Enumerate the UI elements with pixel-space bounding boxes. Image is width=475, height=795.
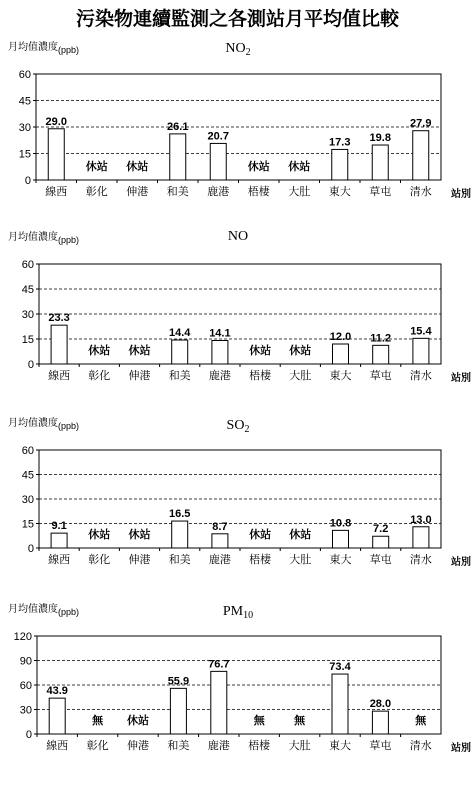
category-label: 和美 — [167, 739, 190, 752]
xlabel: 站別 — [451, 557, 471, 568]
data-label: 9.1 — [51, 520, 67, 533]
status-label: 休站 — [128, 344, 151, 357]
chart-so2 — [0, 412, 475, 602]
bar — [332, 149, 348, 180]
category-label: 清水 — [409, 739, 432, 752]
category-label: 清水 — [409, 553, 432, 566]
chart-title-subscript: 2 — [244, 424, 250, 435]
data-label: 28.0 — [369, 698, 392, 711]
bar — [211, 671, 227, 734]
data-label: 20.7 — [207, 130, 229, 143]
y-tick-label: 60 — [18, 69, 31, 81]
y-tick-label: 30 — [21, 494, 34, 506]
bar — [212, 341, 228, 365]
bar — [51, 533, 67, 548]
category-label: 草屯 — [369, 185, 392, 198]
data-label: 8.7 — [212, 520, 228, 533]
category-label: 和美 — [168, 369, 191, 382]
bar — [413, 527, 429, 548]
ylabel: 月均值濃度(ppb) — [8, 42, 80, 55]
data-label: 19.8 — [369, 132, 391, 145]
data-label: 14.4 — [168, 327, 191, 339]
data-label: 43.9 — [46, 685, 68, 698]
xlabel: 站別 — [451, 743, 471, 754]
data-label: 10.8 — [329, 517, 352, 530]
data-label: 14.1 — [209, 327, 231, 340]
bar — [333, 344, 349, 364]
category-label: 梧棲 — [249, 369, 272, 382]
page-title: 污染物連續監測之各測站月平均值比較 — [75, 8, 399, 30]
status-label: 休站 — [289, 344, 312, 357]
status-label: 休站 — [289, 528, 312, 541]
category-label: 和美 — [166, 185, 189, 198]
data-label: 16.5 — [168, 508, 191, 521]
category-label: 梧棲 — [249, 553, 272, 566]
y-tick-label: 0 — [27, 543, 34, 555]
category-label: 大肚 — [288, 739, 311, 752]
category-label: 線西 — [48, 369, 71, 382]
chart-no2 — [0, 36, 475, 226]
category-label: 伸港 — [126, 185, 149, 198]
category-label: 伸港 — [127, 739, 149, 752]
bar — [170, 134, 186, 180]
y-tick-label: 45 — [21, 469, 34, 482]
data-label: 76.7 — [208, 658, 230, 671]
category-label: 彰化 — [88, 369, 111, 382]
data-label: 73.4 — [329, 661, 351, 674]
category-label: 東大 — [329, 369, 352, 382]
status-label: 無 — [294, 714, 306, 727]
status-label: 休站 — [88, 528, 111, 541]
category-label: 草屯 — [369, 369, 392, 382]
category-label: 梧棲 — [248, 739, 271, 752]
ylabel-unit: (ppb) — [58, 235, 80, 245]
category-label: 線西 — [45, 185, 68, 198]
status-label: 休站 — [128, 528, 151, 541]
bar — [212, 534, 228, 548]
status-label: 休站 — [249, 344, 272, 357]
chart-title: $SO_2$ — [226, 418, 250, 435]
category-label: 東大 — [329, 739, 351, 752]
data-label: 13.0 — [410, 513, 432, 526]
category-label: 清水 — [409, 185, 432, 198]
data-label: 12.0 — [329, 331, 352, 343]
ylabel: 月均值濃度(ppb) — [8, 232, 80, 245]
status-label: 無 — [92, 714, 104, 727]
category-label: 東大 — [328, 185, 351, 198]
y-tick-label: 30 — [18, 122, 31, 134]
category-label: 和美 — [168, 553, 191, 566]
ylabel: 月均值濃度(ppb) — [8, 418, 80, 431]
status-label: 休站 — [288, 160, 311, 173]
y-tick-label: 90 — [19, 655, 32, 668]
bar — [49, 698, 65, 734]
chart-title-subscript: 10 — [243, 610, 254, 621]
category-label: 彰化 — [86, 739, 109, 752]
bar — [373, 536, 389, 548]
xlabel: 站別 — [451, 189, 471, 200]
ylabel-unit: (ppb) — [58, 45, 80, 55]
category-label: 大肚 — [289, 369, 312, 382]
y-tick-label: 15 — [18, 148, 31, 161]
bar — [413, 131, 429, 180]
category-label: 鹿港 — [208, 553, 231, 566]
bar — [170, 688, 186, 734]
chart-no — [0, 226, 475, 416]
category-label: 清水 — [409, 369, 432, 382]
bar — [372, 711, 388, 734]
chart-title: NO — [227, 229, 249, 244]
data-label: 27.9 — [410, 117, 432, 130]
y-tick-label: 45 — [18, 95, 31, 108]
bar — [413, 338, 429, 364]
bar — [48, 129, 64, 180]
data-label: 17.3 — [329, 136, 351, 149]
y-tick-label: 60 — [19, 680, 32, 692]
chart-pm10 — [0, 598, 475, 788]
y-tick-label: 60 — [21, 259, 34, 271]
status-label: 休站 — [127, 714, 149, 727]
data-label: 55.9 — [167, 675, 190, 688]
data-label: 23.3 — [48, 312, 70, 325]
category-label: 梧棲 — [247, 185, 270, 198]
category-label: 鹿港 — [208, 369, 231, 382]
category-label: 彰化 — [88, 553, 111, 566]
bar — [373, 345, 389, 364]
y-tick-label: 120 — [13, 631, 32, 643]
status-label: 休站 — [247, 160, 270, 173]
xlabel: 站別 — [451, 373, 471, 384]
y-tick-label: 15 — [21, 334, 34, 346]
ylabel-unit: (ppb) — [58, 607, 80, 617]
category-label: 鹿港 — [207, 739, 230, 752]
status-label: 無 — [415, 714, 427, 727]
y-tick-label: 30 — [21, 309, 34, 321]
data-label: 11.2 — [370, 332, 392, 345]
bar — [372, 145, 388, 180]
y-tick-label: 0 — [27, 359, 34, 371]
chart-title: $NO_2$ — [225, 41, 251, 58]
y-tick-label: 30 — [19, 704, 32, 717]
y-tick-label: 45 — [21, 284, 34, 296]
y-tick-label: 15 — [21, 518, 34, 531]
category-label: 線西 — [46, 739, 69, 752]
bar — [333, 530, 349, 548]
ylabel: 月均值濃度(ppb) — [8, 604, 80, 617]
category-label: 鹿港 — [207, 185, 230, 198]
chart-title: $PM_{10}$ — [222, 604, 254, 621]
status-label: 休站 — [85, 160, 108, 173]
category-label: 彰化 — [85, 185, 108, 198]
category-label: 東大 — [329, 553, 352, 566]
category-label: 伸港 — [128, 553, 151, 566]
category-label: 草屯 — [369, 739, 392, 752]
data-label: 26.1 — [167, 120, 189, 133]
bar — [172, 521, 188, 548]
category-label: 線西 — [48, 553, 71, 566]
status-label: 休站 — [249, 528, 272, 541]
ylabel-unit: (ppb) — [58, 421, 80, 431]
bar — [210, 143, 226, 180]
data-label: 15.4 — [410, 325, 432, 338]
y-tick-label: 0 — [25, 729, 32, 741]
category-label: 草屯 — [369, 553, 392, 566]
bar — [51, 325, 67, 364]
category-label: 大肚 — [288, 185, 311, 198]
bar — [172, 340, 188, 364]
data-label: 7.2 — [373, 523, 389, 536]
data-label: 29.0 — [45, 115, 67, 128]
status-label: 無 — [253, 714, 265, 727]
category-label: 大肚 — [289, 553, 312, 566]
status-label: 休站 — [88, 344, 111, 357]
status-label: 休站 — [126, 160, 149, 173]
category-label: 伸港 — [128, 369, 151, 382]
y-tick-label: 60 — [21, 445, 34, 457]
y-tick-label: 0 — [24, 175, 31, 187]
bar — [332, 674, 348, 734]
chart-title-subscript: 2 — [245, 47, 251, 58]
